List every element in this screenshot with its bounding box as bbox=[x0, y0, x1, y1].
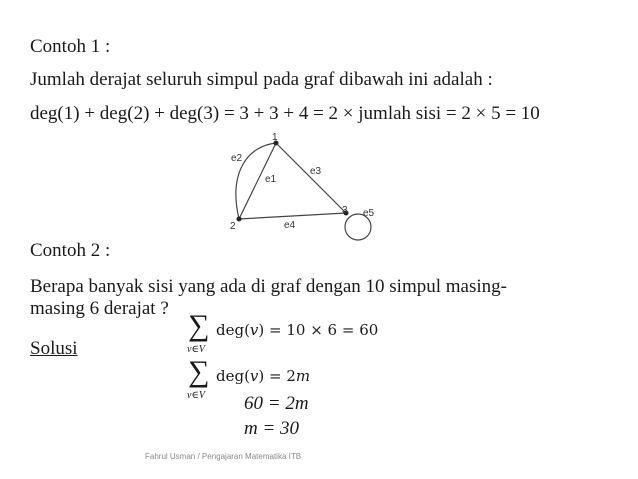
sigma-1-subscript: v∈V bbox=[187, 344, 205, 355]
sum-2-expression: deg(𝑣) = 2𝑚 bbox=[216, 367, 311, 385]
contoh2-line1: Berapa banyak sisi yang ada di graf dengan 10 simpul masing- bbox=[30, 276, 507, 297]
equation-2: m = 30 bbox=[244, 418, 300, 439]
edge-e4 bbox=[239, 213, 346, 219]
contoh1-formula: deg(1) + deg(2) + deg(3) = 3 + 3 + 4 = 2 × jumlah sisi = 2 × 5 = 10 bbox=[30, 103, 540, 124]
contoh1-text: Jumlah derajat seluruh simpul pada graf dibawah ini adalah : bbox=[30, 69, 493, 90]
contoh1-title: Contoh 1 : bbox=[30, 36, 111, 57]
solusi-label: Solusi bbox=[30, 338, 78, 359]
sigma-2-subscript: v∈V bbox=[187, 390, 205, 401]
sigma-2: ∑ bbox=[188, 355, 210, 388]
edge-label-e2: e2 bbox=[231, 153, 243, 164]
edge-label-e4: e4 bbox=[284, 220, 296, 231]
edge-label-e5: e5 bbox=[363, 208, 375, 219]
footer-credit: Fahrul Usman / Pengajaran Matematika ITB bbox=[145, 452, 302, 461]
contoh2-title: Contoh 2 : bbox=[30, 240, 111, 261]
contoh2-line2: masing 6 derajat ? bbox=[30, 298, 169, 319]
sigma-1: ∑ bbox=[188, 309, 210, 342]
node-2 bbox=[237, 217, 242, 222]
graph-diagram bbox=[218, 132, 388, 244]
edge-label-e3: e3 bbox=[310, 166, 322, 177]
edge-e3 bbox=[276, 143, 346, 213]
edge-label-e1: e1 bbox=[265, 174, 277, 185]
node-label-3: 3 bbox=[342, 205, 348, 216]
equation-1: 60 = 2m bbox=[244, 393, 309, 414]
node-label-1: 1 bbox=[272, 132, 278, 143]
sum-1-expression: deg(𝑣) = 10 × 6 = 60 bbox=[216, 321, 379, 339]
node-label-2: 2 bbox=[230, 221, 236, 232]
